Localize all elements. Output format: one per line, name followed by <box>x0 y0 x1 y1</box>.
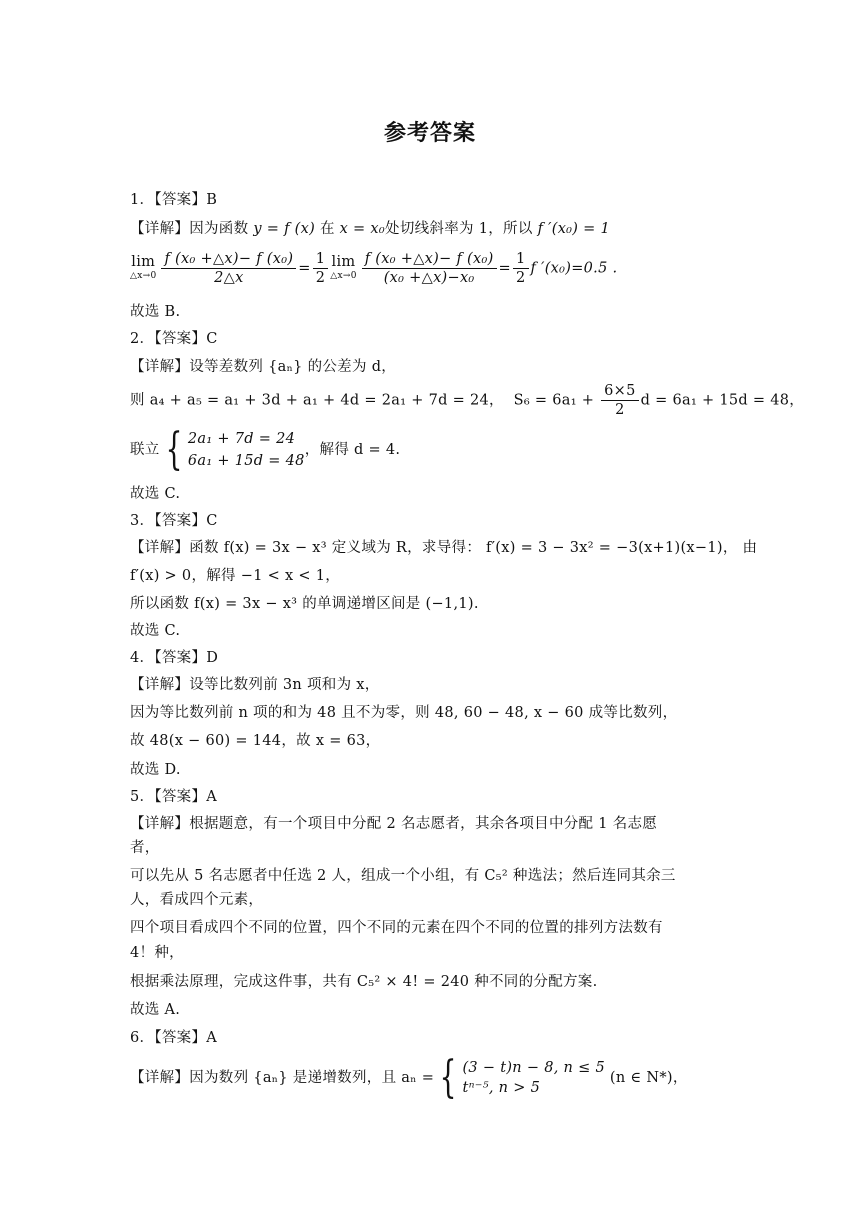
q1-limit-equation: lim △x→0 $\frac{\text{f (x₀ +△x)− f (x₀)}}{2\triangle x}$ = $\frac{1}{2}$ lim △x→0 $\frac{\text{f (x₀ +△x)− f (x₀)}}{\text{(x₀ +△x)−x₀}}$ = $\frac{1}{2}$ f ′(x₀)=0.5 . <box>130 251 618 286</box>
q6-detail: 【详解】因为数列 {aₙ} 是递增数列，且 aₙ = { (3 − t)n − 8, n ≤ 5 tⁿ⁻⁵, n > 5 (n ∈ N*)， <box>130 1052 688 1103</box>
q3-detail: 【详解】函数 f(x) = 3x − x³ 定义域为 R，求导得： f′(x) = 3 − 3x² = −3(x+1)(x−1)， 由 <box>130 540 758 556</box>
q4-head: 4．【答案】D <box>130 650 219 666</box>
q1-lim: lim △x→0 <box>130 253 157 281</box>
q1-fraction-1: $\frac{\text{f (x₀ +△x)− f (x₀)}}{2\triangle x}$ <box>161 250 296 287</box>
q3-conclusion: 故选 C. <box>130 623 181 639</box>
q4-detail: 【详解】设等比数列前 3n 项和为 x， <box>130 677 380 693</box>
q2-conclusion: 故选 C. <box>130 486 181 502</box>
q3-head: 3．【答案】C <box>130 513 218 529</box>
q2-fraction: $\frac{6\times 5}{2}$ <box>601 382 639 419</box>
q4-detail-3: 故 48(x − 60) = 144，故 x = 63， <box>130 733 381 749</box>
q1-half-2: $\frac{1}{2}$ <box>513 250 529 287</box>
q1-detail: 【详解】因为函数 y = f (x) 在 x = x₀处切线斜率为 1，所以 f ′(x₀) = 1 <box>130 221 611 237</box>
page-title: 参考答案 <box>383 121 476 146</box>
q4-detail-2: 因为等比数列前 n 项的和为 48 且不为零，则 48, 60 − 48, x − 60 成等比数列， <box>130 705 678 721</box>
q5-detail: 【详解】根据题意，有一个项目中分配 2 名志愿者，其余各项目中分配 1 名志愿 <box>130 816 658 832</box>
q5-detail-2b: 人，看成四个元素， <box>130 892 264 908</box>
q2-detail: 【详解】设等差数列 {aₙ} 的公差为 d， <box>130 359 397 375</box>
q5-detail-3: 四个项目看成四个不同的位置，四个不同的元素在四个不同的位置的排列方法数有 <box>130 920 663 936</box>
q1-fraction-2: $\frac{\text{f (x₀ +△x)− f (x₀)}}{\text{(x₀ +△x)−x₀}}$ <box>362 250 497 287</box>
q1-result: f ′(x₀)=0.5 . <box>530 260 618 277</box>
q5-conclusion: 故选 A. <box>130 1002 181 1018</box>
q5-detail-3b: 4！种， <box>130 945 184 961</box>
q5-detail-4: 根据乘法原理，完成这件事，共有 C₅² × 4! = 240 种不同的分配方案. <box>130 974 598 990</box>
q2-head: 2．【答案】C <box>130 331 218 347</box>
q1-head: 1．【答案】B <box>130 192 218 208</box>
q1-half: $\frac{1}{2}$ <box>313 250 329 287</box>
q5-head: 5．【答案】A <box>130 789 218 805</box>
q3-detail-3: 所以函数 f(x) = 3x − x³ 的单调递增区间是 (−1,1). <box>130 596 479 612</box>
q1-deriv: f ′(x₀) = 1 <box>537 221 611 237</box>
q5-detail-2: 可以先从 5 名志愿者中任选 2 人，组成一个小组，有 C₅² 种选法；然后连同其余三 <box>130 868 676 884</box>
q6-head: 6．【答案】A <box>130 1030 218 1046</box>
q4-conclusion: 故选 D. <box>130 762 181 778</box>
q1-lim-2: lim △x→0 <box>330 253 357 281</box>
q1-func: y = f (x) <box>253 221 316 237</box>
q1-point: x = x₀ <box>339 221 386 237</box>
q2-system: 联立 { 2a₁ + 7d = 24 6a₁ + 15d = 48 ，解得 d = 4. <box>130 424 401 475</box>
q2-equations: 则 a₄ + a₅ = a₁ + 3d + a₁ + 4d = 2a₁ + 7d = 24， S₆ = 6a₁ + $\frac{6\times 5}{2}$ d = 6a₁ + 15d = 48， <box>130 383 805 418</box>
q5-detail-b: 者， <box>130 840 160 856</box>
q1-conclusion: 故选 B. <box>130 304 181 320</box>
q3-detail-2: f′(x) > 0，解得 −1 < x < 1， <box>130 568 341 584</box>
